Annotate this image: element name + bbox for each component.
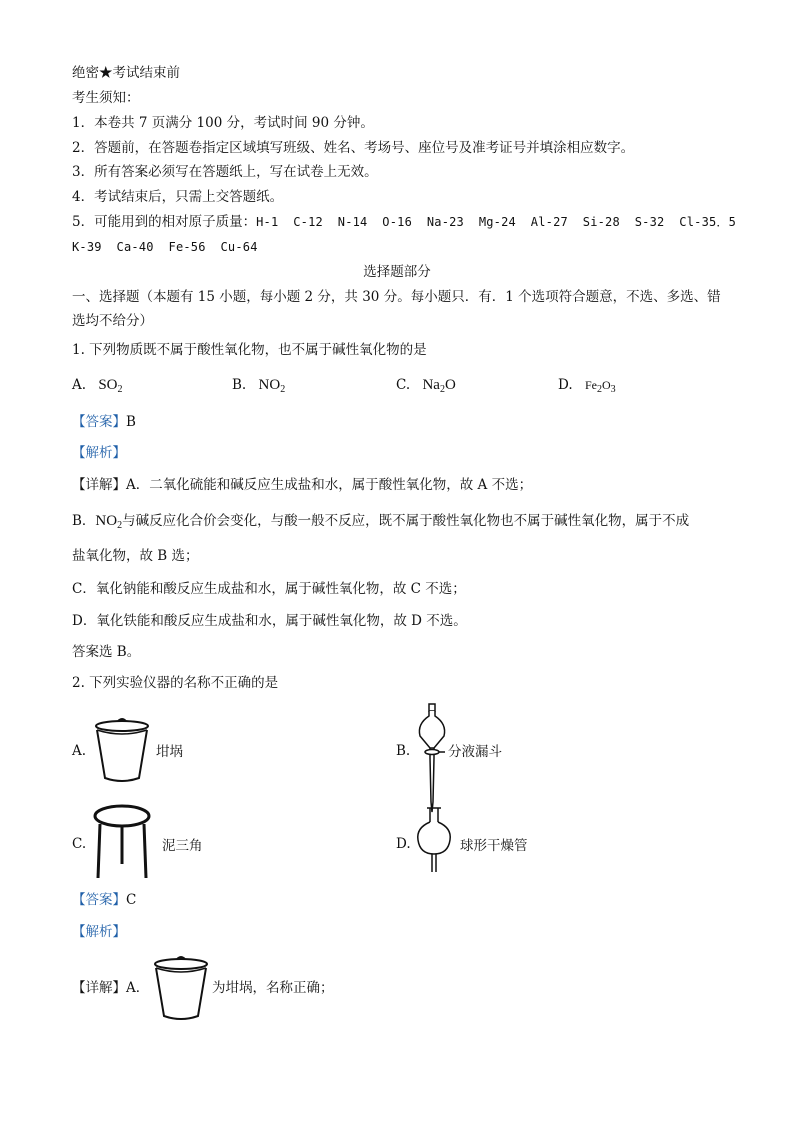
answer-tag: 【答案】 xyxy=(72,414,126,430)
q2-option-d-letter: D. xyxy=(396,836,411,852)
q1-conclusion: 答案选 B。 xyxy=(72,644,141,660)
q2-option-b-letter: B. xyxy=(396,743,411,759)
q2-option-d-label: 球形干燥管 xyxy=(460,838,528,854)
q1-option-b: B. $NO_2$ xyxy=(232,377,286,395)
separatory-funnel-icon xyxy=(414,702,450,814)
q2-option-c-letter: C. xyxy=(72,836,87,852)
section-intro-cont: 选均不给分） xyxy=(72,313,153,329)
q2-option-b-label: 分液漏斗 xyxy=(448,744,502,760)
q1-answer: 【答案】B xyxy=(72,414,136,430)
crucible-icon xyxy=(150,950,212,1022)
detail-tag: 【详解】 xyxy=(72,477,126,493)
section-title: 选择题部分 xyxy=(363,264,431,280)
q2-analysis-tag: 【解析】 xyxy=(72,924,126,940)
tripod-icon xyxy=(92,802,152,882)
notice-1: 1．本卷共 7 页满分 100 分，考试时间 90 分钟。 xyxy=(72,115,374,131)
section-intro: 一、选择题（本题有 15 小题，每小题 2 分，共 30 分。每小题只．有．1 个选项符合题意，不选、多选、错 xyxy=(72,289,721,305)
notice-title: 考生须知： xyxy=(72,90,140,106)
atomic-mass-list-cont: K-39 Ca-40 Fe-56 Cu-64 xyxy=(72,240,258,254)
secret-mark: 绝密★考试结束前 xyxy=(72,65,180,81)
q2-option-a-letter: A. xyxy=(72,743,87,759)
notice-5 xyxy=(72,213,736,231)
q2-answer: 【答案】C xyxy=(72,892,137,908)
q2-option-a-label: 坩埚 xyxy=(156,744,183,760)
q2-stem: 2. 下列实验仪器的名称不正确的是 xyxy=(72,675,279,691)
q1-analysis-tag: 【解析】 xyxy=(72,445,126,461)
drying-tube-icon xyxy=(414,806,454,874)
notice-4: 4．考试结束后，只需上交答题纸。 xyxy=(72,189,284,205)
q2-option-c-label: 泥三角 xyxy=(162,838,203,854)
q1-detail-a: 【详解】A．二氧化硫能和碱反应生成盐和水，属于酸性氧化物，故 A 不选； xyxy=(72,477,533,493)
q1-detail-d: D．氧化铁能和酸反应生成盐和水，属于碱性氧化物，故 D 不选。 xyxy=(72,613,467,629)
notice-5-prefix: 5．可能用到的相对原子质量： xyxy=(72,214,257,230)
q2-detail-a-start: 【详解】A． xyxy=(72,980,150,996)
q1-option-c: C. $Na_2O$ xyxy=(396,377,456,395)
q1-detail-b-cont: 盐氧化物，故 B 选； xyxy=(72,548,199,564)
q1-detail-c: C．氧化钠能和酸反应生成盐和水，属于碱性氧化物，故 C 不选； xyxy=(72,581,466,597)
answer-tag: 【答案】 xyxy=(72,892,126,908)
q2-detail-a-text: 为坩埚，名称正确； xyxy=(212,980,334,996)
notice-3: 3．所有答案必须写在答题纸上，写在试卷上无效。 xyxy=(72,164,378,180)
q1-option-a: A. $SO_2$ xyxy=(72,377,123,395)
q1-option-d: D. $Fe_2O_3$ xyxy=(558,377,616,395)
detail-tag: 【详解】 xyxy=(72,980,126,996)
atomic-mass-list: H-1 C-12 N-14 O-16 Na-23 Mg-24 Al-27 Si-28 S-32 Cl-35．5 xyxy=(256,215,737,229)
q1-stem: 1. 下列物质既不属于酸性氧化物，也不属于碱性氧化物的是 xyxy=(72,342,427,358)
q1-detail-b: B．$NO_2$与碱反应化合价会变化，与酸一般不反应，既不属于酸性氧化物也不属于碱性氧化物，属于不成 xyxy=(72,513,690,531)
crucible-icon xyxy=(92,712,152,784)
notice-2: 2．答题前，在答题卷指定区域填写班级、姓名、考场号、座位号及准考证号并填涂相应数字。 xyxy=(72,140,635,156)
